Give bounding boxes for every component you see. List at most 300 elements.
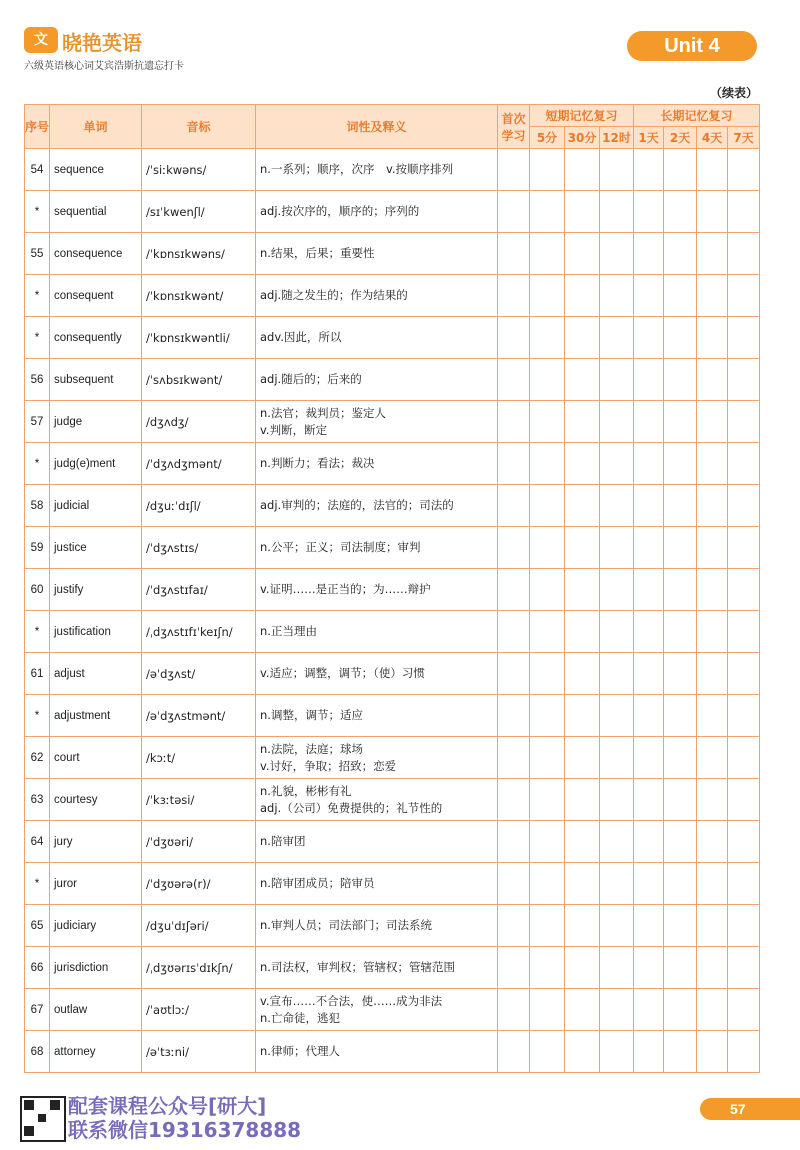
checkbox-4day[interactable] xyxy=(697,485,728,527)
checkbox-4day[interactable] xyxy=(697,317,728,359)
page-number: 57 xyxy=(700,1098,800,1120)
checkbox-5min[interactable] xyxy=(530,695,565,737)
row-definition xyxy=(256,947,498,989)
checkbox-4day[interactable] xyxy=(697,401,728,443)
checkbox-first-study[interactable] xyxy=(498,653,530,695)
row-number: * xyxy=(25,863,50,905)
checkbox-1day[interactable] xyxy=(634,863,664,905)
checkbox-12h[interactable] xyxy=(600,653,634,695)
checkbox-first-study[interactable] xyxy=(498,611,530,653)
vocab-table xyxy=(24,104,760,1073)
table-row xyxy=(25,359,760,401)
checkbox-2day[interactable] xyxy=(664,317,697,359)
row-word: judiciary xyxy=(50,905,142,947)
row-number: * xyxy=(25,275,50,317)
row-phonetic: /ˌdʒʌstɪfɪˈkeɪʃn/ xyxy=(142,611,256,653)
checkbox-30min[interactable] xyxy=(565,401,600,443)
checkbox-7day[interactable] xyxy=(728,611,760,653)
row-phonetic: /ˈkɒnsɪkwəntli/ xyxy=(142,317,256,359)
checkbox-5min[interactable] xyxy=(530,947,565,989)
checkbox-first-study[interactable] xyxy=(498,863,530,905)
checkbox-12h[interactable] xyxy=(600,317,634,359)
row-definition xyxy=(256,401,498,443)
table-row xyxy=(25,401,760,443)
checkbox-12h[interactable] xyxy=(600,1031,634,1073)
header-first-study: 首次学习 xyxy=(498,105,530,149)
row-definition xyxy=(256,779,498,821)
checkbox-30min[interactable] xyxy=(565,1031,600,1073)
checkbox-1day[interactable] xyxy=(634,275,664,317)
checkbox-1day[interactable] xyxy=(634,191,664,233)
definition-line: n.法院，法庭；球场 xyxy=(260,741,363,756)
row-phonetic: /əˈdʒʌstmənt/ xyxy=(142,695,256,737)
checkbox-first-study[interactable] xyxy=(498,485,530,527)
checkbox-4day[interactable] xyxy=(697,275,728,317)
row-word: juror xyxy=(50,863,142,905)
header-definition: 词性及释义 xyxy=(256,105,498,149)
checkbox-1day[interactable] xyxy=(634,485,664,527)
checkbox-12h[interactable] xyxy=(600,989,634,1031)
definition-line: n.律师；代理人 xyxy=(260,1044,340,1058)
checkbox-12h[interactable] xyxy=(600,233,634,275)
checkbox-2day[interactable] xyxy=(664,989,697,1031)
checkbox-first-study[interactable] xyxy=(498,779,530,821)
row-number: 62 xyxy=(25,737,50,779)
checkbox-12h[interactable] xyxy=(600,863,634,905)
checkbox-5min[interactable] xyxy=(530,443,565,485)
checkbox-30min[interactable] xyxy=(565,149,600,191)
footer-promo xyxy=(68,1094,301,1142)
header-12h: 12时 xyxy=(600,127,634,149)
checkbox-4day[interactable] xyxy=(697,233,728,275)
checkbox-first-study[interactable] xyxy=(498,359,530,401)
checkbox-5min[interactable] xyxy=(530,401,565,443)
definition-line: v.判断，断定 xyxy=(260,422,328,437)
checkbox-7day[interactable] xyxy=(728,653,760,695)
checkbox-30min[interactable] xyxy=(565,779,600,821)
checkbox-12h[interactable] xyxy=(600,485,634,527)
row-word: sequential xyxy=(50,191,142,233)
checkbox-30min[interactable] xyxy=(565,569,600,611)
row-number: * xyxy=(25,443,50,485)
checkbox-4day[interactable] xyxy=(697,695,728,737)
checkbox-12h[interactable] xyxy=(600,737,634,779)
row-number: 55 xyxy=(25,233,50,275)
row-number: 56 xyxy=(25,359,50,401)
checkbox-7day[interactable] xyxy=(728,485,760,527)
checkbox-30min[interactable] xyxy=(565,695,600,737)
checkbox-5min[interactable] xyxy=(530,611,565,653)
checkbox-first-study[interactable] xyxy=(498,191,530,233)
checkbox-4day[interactable] xyxy=(697,947,728,989)
row-phonetic: /ˈkɒnsɪkwənt/ xyxy=(142,275,256,317)
checkbox-2day[interactable] xyxy=(664,905,697,947)
row-phonetic: /ˈkɒnsɪkwəns/ xyxy=(142,233,256,275)
checkbox-first-study[interactable] xyxy=(498,695,530,737)
row-number: 59 xyxy=(25,527,50,569)
checkbox-30min[interactable] xyxy=(565,653,600,695)
checkbox-30min[interactable] xyxy=(565,191,600,233)
checkbox-2day[interactable] xyxy=(664,191,697,233)
checkbox-first-study[interactable] xyxy=(498,947,530,989)
definition-line: n.礼貌，彬彬有礼 xyxy=(260,783,352,798)
header-5min: 5分 xyxy=(530,127,565,149)
row-word: consequence xyxy=(50,233,142,275)
checkbox-2day[interactable] xyxy=(664,1031,697,1073)
row-definition xyxy=(256,653,498,695)
row-phonetic: /dʒuːˈdɪʃl/ xyxy=(142,485,256,527)
checkbox-4day[interactable] xyxy=(697,737,728,779)
checkbox-12h[interactable] xyxy=(600,695,634,737)
checkbox-5min[interactable] xyxy=(530,569,565,611)
row-phonetic: /əˈdʒʌst/ xyxy=(142,653,256,695)
checkbox-12h[interactable] xyxy=(600,821,634,863)
checkbox-5min[interactable] xyxy=(530,863,565,905)
row-number: 63 xyxy=(25,779,50,821)
checkbox-1day[interactable] xyxy=(634,317,664,359)
checkbox-12h[interactable] xyxy=(600,947,634,989)
row-number: 66 xyxy=(25,947,50,989)
table-row xyxy=(25,611,760,653)
checkbox-4day[interactable] xyxy=(697,191,728,233)
checkbox-4day[interactable] xyxy=(697,863,728,905)
checkbox-2day[interactable] xyxy=(664,485,697,527)
row-definition xyxy=(256,863,498,905)
table-row xyxy=(25,653,760,695)
row-definition xyxy=(256,569,498,611)
checkbox-30min[interactable] xyxy=(565,821,600,863)
checkbox-7day[interactable] xyxy=(728,989,760,1031)
checkbox-5min[interactable] xyxy=(530,527,565,569)
definition-line: adj.审判的；法庭的，法官的；司法的 xyxy=(260,498,454,512)
row-definition xyxy=(256,485,498,527)
row-phonetic: /ˈdʒʌstɪfaɪ/ xyxy=(142,569,256,611)
checkbox-30min[interactable] xyxy=(565,863,600,905)
table-row xyxy=(25,947,760,989)
checkbox-first-study[interactable] xyxy=(498,821,530,863)
checkbox-5min[interactable] xyxy=(530,191,565,233)
checkbox-7day[interactable] xyxy=(728,275,760,317)
checkbox-30min[interactable] xyxy=(565,359,600,401)
row-word: jurisdiction xyxy=(50,947,142,989)
checkbox-12h[interactable] xyxy=(600,191,634,233)
checkbox-7day[interactable] xyxy=(728,947,760,989)
row-definition xyxy=(256,233,498,275)
checkbox-7day[interactable] xyxy=(728,527,760,569)
checkbox-first-study[interactable] xyxy=(498,233,530,275)
table-row xyxy=(25,989,760,1031)
checkbox-7day[interactable] xyxy=(728,695,760,737)
checkbox-5min[interactable] xyxy=(530,737,565,779)
checkbox-1day[interactable] xyxy=(634,611,664,653)
checkbox-30min[interactable] xyxy=(565,611,600,653)
header-2day: 2天 xyxy=(664,127,697,149)
checkbox-2day[interactable] xyxy=(664,737,697,779)
checkbox-2day[interactable] xyxy=(664,527,697,569)
row-word: adjustment xyxy=(50,695,142,737)
checkbox-first-study[interactable] xyxy=(498,989,530,1031)
definition-line: adv.因此，所以 xyxy=(260,330,342,344)
checkbox-7day[interactable] xyxy=(728,191,760,233)
checkbox-first-study[interactable] xyxy=(498,569,530,611)
row-definition xyxy=(256,527,498,569)
checkbox-1day[interactable] xyxy=(634,947,664,989)
row-number: * xyxy=(25,191,50,233)
checkbox-2day[interactable] xyxy=(664,611,697,653)
checkbox-1day[interactable] xyxy=(634,401,664,443)
checkbox-1day[interactable] xyxy=(634,653,664,695)
definition-line: n.法官；裁判员；鉴定人 xyxy=(260,405,386,420)
checkbox-7day[interactable] xyxy=(728,863,760,905)
checkbox-5min[interactable] xyxy=(530,233,565,275)
checkbox-12h[interactable] xyxy=(600,359,634,401)
checkbox-first-study[interactable] xyxy=(498,443,530,485)
row-phonetic: /ˈdʒʌstɪs/ xyxy=(142,527,256,569)
row-phonetic: /əˈtɜːni/ xyxy=(142,1031,256,1073)
checkbox-30min[interactable] xyxy=(565,947,600,989)
checkbox-1day[interactable] xyxy=(634,737,664,779)
checkbox-5min[interactable] xyxy=(530,905,565,947)
checkbox-2day[interactable] xyxy=(664,779,697,821)
checkbox-first-study[interactable] xyxy=(498,527,530,569)
checkbox-4day[interactable] xyxy=(697,989,728,1031)
checkbox-7day[interactable] xyxy=(728,779,760,821)
checkbox-30min[interactable] xyxy=(565,233,600,275)
checkbox-2day[interactable] xyxy=(664,569,697,611)
checkbox-4day[interactable] xyxy=(697,653,728,695)
checkbox-5min[interactable] xyxy=(530,359,565,401)
checkbox-4day[interactable] xyxy=(697,1031,728,1073)
checkbox-first-study[interactable] xyxy=(498,275,530,317)
checkbox-7day[interactable] xyxy=(728,317,760,359)
definition-line: v.适应；调整，调节；（使）习惯 xyxy=(260,666,425,680)
row-number: 58 xyxy=(25,485,50,527)
definition-line: n.一系列；顺序，次序 v.按顺序排列 xyxy=(260,162,454,176)
checkbox-4day[interactable] xyxy=(697,527,728,569)
definition-line: n.判断力；看法；裁决 xyxy=(260,456,375,470)
checkbox-12h[interactable] xyxy=(600,779,634,821)
checkbox-1day[interactable] xyxy=(634,149,664,191)
row-word: attorney xyxy=(50,1031,142,1073)
checkbox-12h[interactable] xyxy=(600,527,634,569)
checkbox-2day[interactable] xyxy=(664,275,697,317)
continued-label: （续表） xyxy=(709,86,758,100)
row-word: justification xyxy=(50,611,142,653)
checkbox-5min[interactable] xyxy=(530,1031,565,1073)
checkbox-2day[interactable] xyxy=(664,149,697,191)
checkbox-7day[interactable] xyxy=(728,1031,760,1073)
row-phonetic: /ˈdʒʊərə(r)/ xyxy=(142,863,256,905)
checkbox-5min[interactable] xyxy=(530,779,565,821)
unit-badge: Unit 4 xyxy=(627,31,757,61)
checkbox-5min[interactable] xyxy=(530,149,565,191)
row-word: court xyxy=(50,737,142,779)
checkbox-2day[interactable] xyxy=(664,947,697,989)
header-1day: 1天 xyxy=(634,127,664,149)
row-word: judg(e)ment xyxy=(50,443,142,485)
row-definition xyxy=(256,611,498,653)
checkbox-12h[interactable] xyxy=(600,149,634,191)
definition-line: n.陪审团 xyxy=(260,834,306,848)
checkbox-12h[interactable] xyxy=(600,401,634,443)
row-definition xyxy=(256,1031,498,1073)
checkbox-7day[interactable] xyxy=(728,905,760,947)
header-num: 序号 xyxy=(25,105,50,149)
checkbox-4day[interactable] xyxy=(697,779,728,821)
checkbox-7day[interactable] xyxy=(728,401,760,443)
checkbox-4day[interactable] xyxy=(697,821,728,863)
row-phonetic: /ˌdʒʊərɪsˈdɪkʃn/ xyxy=(142,947,256,989)
row-number: * xyxy=(25,695,50,737)
row-phonetic: /ˈsiːkwəns/ xyxy=(142,149,256,191)
checkbox-12h[interactable] xyxy=(600,611,634,653)
definition-line: n.调整，调节；适应 xyxy=(260,708,363,722)
checkbox-30min[interactable] xyxy=(565,989,600,1031)
checkbox-2day[interactable] xyxy=(664,443,697,485)
row-definition xyxy=(256,905,498,947)
checkbox-first-study[interactable] xyxy=(498,905,530,947)
checkbox-2day[interactable] xyxy=(664,821,697,863)
checkbox-5min[interactable] xyxy=(530,485,565,527)
checkbox-5min[interactable] xyxy=(530,653,565,695)
checkbox-12h[interactable] xyxy=(600,443,634,485)
checkbox-first-study[interactable] xyxy=(498,737,530,779)
row-phonetic: /ˈaʊtlɔː/ xyxy=(142,989,256,1031)
checkbox-1day[interactable] xyxy=(634,1031,664,1073)
checkbox-4day[interactable] xyxy=(697,359,728,401)
checkbox-1day[interactable] xyxy=(634,569,664,611)
checkbox-1day[interactable] xyxy=(634,233,664,275)
row-word: jury xyxy=(50,821,142,863)
checkbox-4day[interactable] xyxy=(697,611,728,653)
header-short-term: 短期记忆复习 xyxy=(530,105,634,127)
checkbox-30min[interactable] xyxy=(565,485,600,527)
header-4day: 4天 xyxy=(697,127,728,149)
row-phonetic: /dʒʌdʒ/ xyxy=(142,401,256,443)
table-row xyxy=(25,485,760,527)
row-word: judicial xyxy=(50,485,142,527)
checkbox-4day[interactable] xyxy=(697,569,728,611)
checkbox-4day[interactable] xyxy=(697,149,728,191)
checkbox-1day[interactable] xyxy=(634,443,664,485)
checkbox-1day[interactable] xyxy=(634,989,664,1031)
definition-line: n.亡命徒，逃犯 xyxy=(260,1010,340,1025)
checkbox-1day[interactable] xyxy=(634,359,664,401)
row-word: justice xyxy=(50,527,142,569)
checkbox-first-study[interactable] xyxy=(498,1031,530,1073)
checkbox-2day[interactable] xyxy=(664,653,697,695)
table-row xyxy=(25,905,760,947)
row-phonetic: /ˈkɜːtəsi/ xyxy=(142,779,256,821)
checkbox-12h[interactable] xyxy=(600,275,634,317)
row-definition xyxy=(256,443,498,485)
checkbox-30min[interactable] xyxy=(565,527,600,569)
row-phonetic: /kɔːt/ xyxy=(142,737,256,779)
checkbox-first-study[interactable] xyxy=(498,401,530,443)
checkbox-4day[interactable] xyxy=(697,443,728,485)
checkbox-7day[interactable] xyxy=(728,443,760,485)
checkbox-5min[interactable] xyxy=(530,317,565,359)
table-row xyxy=(25,1031,760,1073)
row-number: * xyxy=(25,317,50,359)
checkbox-7day[interactable] xyxy=(728,821,760,863)
table-row xyxy=(25,779,760,821)
checkbox-30min[interactable] xyxy=(565,317,600,359)
row-word: subsequent xyxy=(50,359,142,401)
table-row xyxy=(25,863,760,905)
row-number: 64 xyxy=(25,821,50,863)
definition-line: v.证明……是正当的；为……辩护 xyxy=(260,582,431,596)
checkbox-5min[interactable] xyxy=(530,275,565,317)
checkbox-12h[interactable] xyxy=(600,569,634,611)
checkbox-2day[interactable] xyxy=(664,863,697,905)
definition-line: adj.按次序的，顺序的；序列的 xyxy=(260,204,420,218)
checkbox-2day[interactable] xyxy=(664,401,697,443)
row-number: 61 xyxy=(25,653,50,695)
checkbox-30min[interactable] xyxy=(565,905,600,947)
table-row xyxy=(25,275,760,317)
checkbox-7day[interactable] xyxy=(728,359,760,401)
row-word: adjust xyxy=(50,653,142,695)
checkbox-1day[interactable] xyxy=(634,695,664,737)
checkbox-30min[interactable] xyxy=(565,443,600,485)
qr-code-icon xyxy=(20,1096,66,1142)
checkbox-2day[interactable] xyxy=(664,695,697,737)
table-row xyxy=(25,317,760,359)
row-definition xyxy=(256,359,498,401)
table-row xyxy=(25,695,760,737)
header-phonetic: 音标 xyxy=(142,105,256,149)
checkbox-7day[interactable] xyxy=(728,149,760,191)
row-phonetic: /ˈdʒʊəri/ xyxy=(142,821,256,863)
checkbox-4day[interactable] xyxy=(697,905,728,947)
checkbox-1day[interactable] xyxy=(634,905,664,947)
checkbox-1day[interactable] xyxy=(634,821,664,863)
checkbox-30min[interactable] xyxy=(565,737,600,779)
definition-line: adj.（公司）免费提供的；礼节性的 xyxy=(260,800,443,815)
row-word: outlaw xyxy=(50,989,142,1031)
definition-line: adj.随之发生的；作为结果的 xyxy=(260,288,408,302)
checkbox-2day[interactable] xyxy=(664,359,697,401)
header-long-term: 长期记忆复习 xyxy=(634,105,760,127)
checkbox-7day[interactable] xyxy=(728,233,760,275)
header-7day: 7天 xyxy=(728,127,760,149)
row-word: justify xyxy=(50,569,142,611)
table-row xyxy=(25,737,760,779)
checkbox-5min[interactable] xyxy=(530,821,565,863)
checkbox-30min[interactable] xyxy=(565,275,600,317)
row-word: courtesy xyxy=(50,779,142,821)
footer-line-2: 联系微信19316378888 xyxy=(68,1118,302,1142)
checkbox-7day[interactable] xyxy=(728,737,760,779)
checkbox-12h[interactable] xyxy=(600,905,634,947)
row-definition xyxy=(256,317,498,359)
definition-line: n.陪审团成员；陪审员 xyxy=(260,876,375,890)
definition-line: v.宣布……不合法，使……成为非法 xyxy=(260,993,443,1008)
row-definition xyxy=(256,275,498,317)
checkbox-first-study[interactable] xyxy=(498,149,530,191)
checkbox-1day[interactable] xyxy=(634,527,664,569)
checkbox-2day[interactable] xyxy=(664,233,697,275)
checkbox-5min[interactable] xyxy=(530,989,565,1031)
row-definition xyxy=(256,149,498,191)
checkbox-1day[interactable] xyxy=(634,779,664,821)
table-row xyxy=(25,233,760,275)
row-word: judge xyxy=(50,401,142,443)
checkbox-7day[interactable] xyxy=(728,569,760,611)
checkbox-first-study[interactable] xyxy=(498,317,530,359)
row-phonetic: /dʒuˈdɪʃəri/ xyxy=(142,905,256,947)
